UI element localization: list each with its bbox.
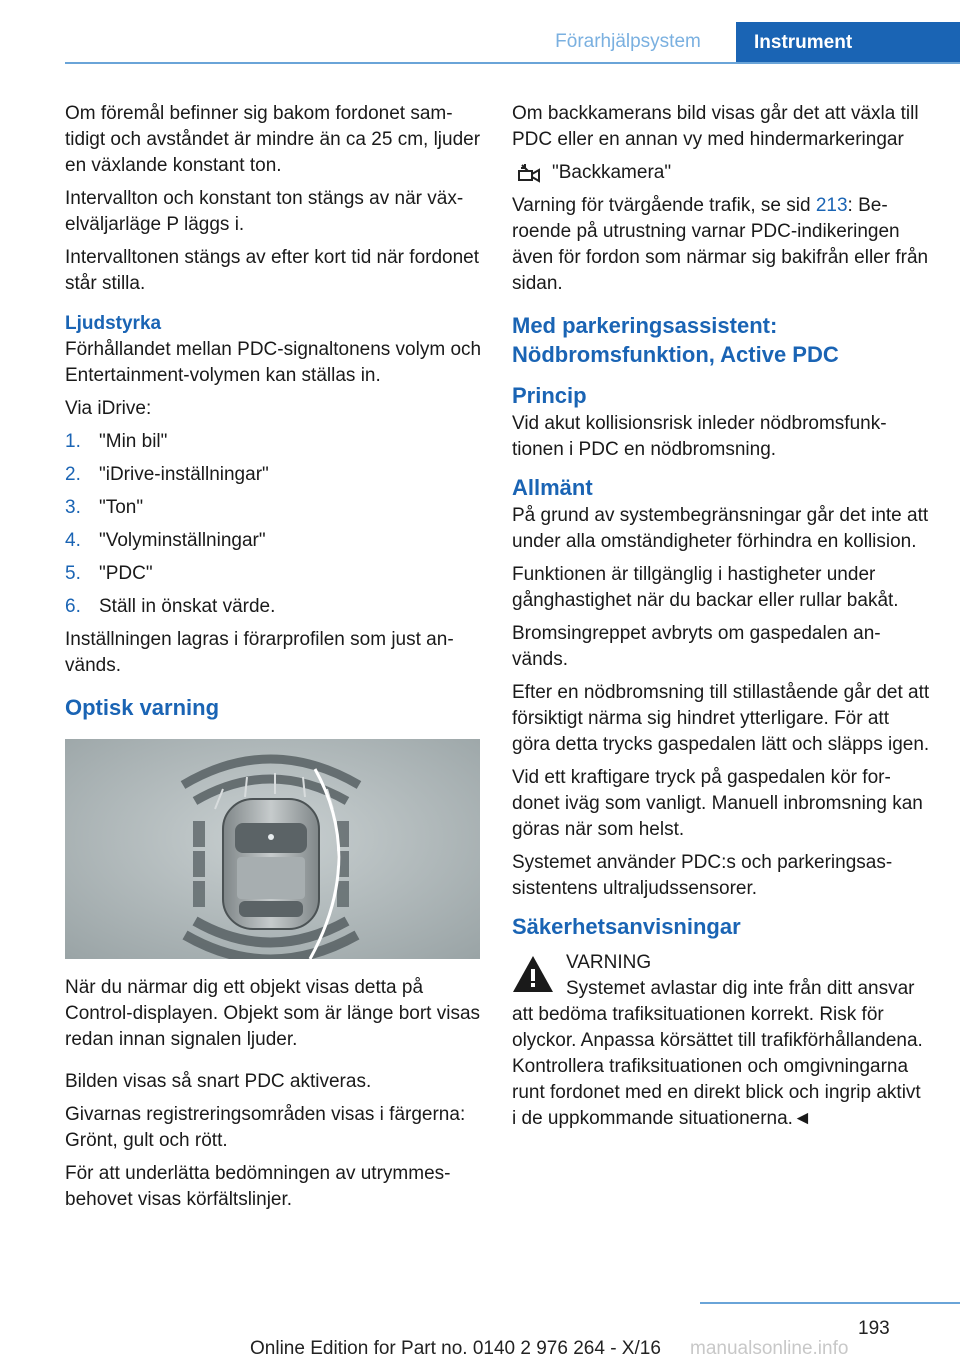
step-text: "PDC" [99,563,153,584]
list-item [65,561,483,587]
step-number: 5. [65,563,81,584]
step-text: "Ton" [99,497,144,518]
paragraph: Via iDrive: [65,398,152,419]
page-link[interactable]: 213 [815,195,848,216]
heading-princip: Princip [512,383,587,408]
edition-text: Online Edition for Part no. 0140 2 976 264 - X/16 [250,1338,661,1359]
step-text: "Volyminställningar" [99,530,266,551]
step-number: 3. [65,497,81,518]
paragraph: Intervallton och konstant ton stängs av när växelväljarläge P läggs i. [65,188,464,235]
list-item [65,429,483,455]
heading-med-parkeringsassistent: Med parkeringsassistent: Nödbromsfunktion, Active PDC [512,313,839,367]
header-divider [65,62,960,64]
warning-title: VARNING [566,952,652,973]
paragraph: Intervalltonen stängs av efter kort tid när fordonet står stilla. [65,247,480,294]
paragraph: Givarnas registreringsområden visas i färgerna: Grönt, gult och rött. [65,1104,466,1151]
camera-menu-line [512,160,930,186]
warning-text: Systemet avlastar dig inte från ditt ansvar att bedöma trafiksituationen korrekt. Risk för olyckor. Anpassa körsättet till trafikförhållandena. Kontrollera trafiksituationen och omgivningarna runt fordonet med en direkt blick och ingrip aktivt i de uppkommande situationerna.◄ [512,978,923,1129]
step-text: "Min bil" [99,431,168,452]
paragraph: Systemet använder PDC:s och parkeringsassistentens ultraljudssensorer. [512,852,893,899]
warning-triangle-icon [512,954,554,994]
camera-icon [516,162,542,184]
paragraph: Bromsingreppet avbryts om gaspedalen används. [512,623,881,670]
paragraph: För att underlätta bedömningen av utrymmesbehovet visas körfältslinjer. [65,1163,451,1210]
heading-optisk-varning: Optisk varning [65,695,220,720]
step-list [65,429,483,620]
step-number: 4. [65,530,81,551]
chapter-tab: Instrument [736,22,960,64]
footer-divider [700,1302,960,1304]
step-text: "iDrive-inställningar" [99,464,269,485]
paragraph: Vid akut kollisionsrisk inleder nödbromsfunktionen i PDC en nödbromsning. [512,413,887,460]
paragraph: Bilden visas så snart PDC aktiveras. [65,1071,372,1092]
paragraph: Om föremål befinner sig bakom fordonet samtidigt och avståndet är mindre än ca 25 cm, ljuder en växlande konstant ton. [65,103,481,176]
list-item [65,462,483,488]
paragraph: Efter en nödbromsning till stillastående går det att försiktigt närma sig hindret ytterligare. För att göra detta trycks gaspedalen lätt och släpps igen. [512,682,930,755]
step-number: 6. [65,596,81,617]
text: : Beroende på utrustning varnar PDC-indikeringen även för fordon som närmar sig bakifrån eller från sidan. [512,195,929,294]
paragraph: På grund av systembegränsningar går det inte att under alla omständigheter förhindra en kollision. [512,505,929,552]
paragraph: Funktionen är tillgänglig i hastigheter under gånghastighet när du backar eller rullar bakåt. [512,564,899,611]
text: Varning för tvärgående trafik, se sid [512,195,816,216]
step-number: 1. [65,431,81,452]
section-title: Förarhjälpsystem [555,31,701,52]
left-column [65,101,483,1220]
right-column [512,101,930,1132]
paragraph: När du närmar dig ett objekt visas detta på Control-displayen. Objekt som är länge bort visas redan innan signalen ljuder. [65,977,481,1050]
paragraph: Förhållandet mellan PDC-signaltonens volym och Entertainment-volymen kan ställas in. [65,339,482,386]
step-text: Ställ in önskat värde. [99,596,276,617]
paragraph: Vid ett kraftigare tryck på gaspedalen kör fordonet iväg som vanligt. Manuell inbromsning kan göras när som helst. [512,767,923,840]
list-item [65,528,483,554]
paragraph [512,193,930,297]
list-item [65,495,483,521]
paragraph: Inställningen lagras i förarprofilen som just används. [65,629,454,676]
watermark: manualsonline.info [690,1338,849,1359]
list-item [65,594,483,620]
heading-sakerhetsanvisningar: Säkerhetsanvisningar [512,914,741,939]
page-number: 193 [858,1318,890,1339]
heading-ljudstyrka: Ljudstyrka [65,313,162,334]
heading-allmant: Allmänt [512,475,593,500]
paragraph: Om backkamerans bild visas går det att växla till PDC eller en annan vy med hindermarkeringar [512,103,919,150]
camera-menu-label: "Backkamera" [552,162,672,183]
pdc-display-image [65,739,480,959]
step-number: 2. [65,464,81,485]
warning-block [512,950,930,1132]
